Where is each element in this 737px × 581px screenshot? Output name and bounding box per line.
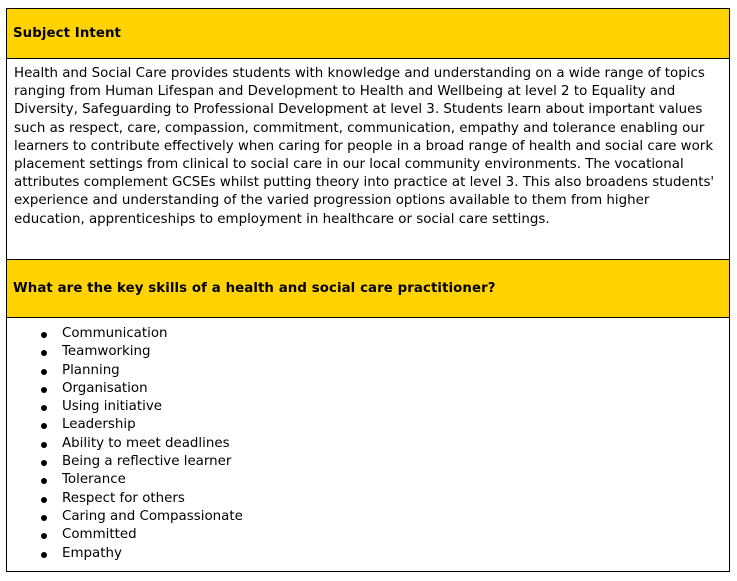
list-item: Committed [37, 526, 729, 544]
list-item: Organisation [37, 380, 729, 398]
list-item: Caring and Compassionate [37, 508, 729, 526]
subject-intent-table [6, 8, 730, 572]
skills-heading: What are the key skills of a health and social care practitioner? [13, 281, 496, 296]
list-item: Using initiative [37, 398, 729, 416]
list-item: Planning [37, 362, 729, 380]
list-item: Respect for others [37, 490, 729, 508]
list-item: Being a reflective learner [37, 453, 729, 471]
skills-list-row [7, 318, 729, 571]
list-item: Communication [37, 325, 729, 343]
list-item: Leadership [37, 416, 729, 434]
list-item: Ability to meet deadlines [37, 435, 729, 453]
subject-intent-header [7, 9, 729, 59]
list-item: Empathy [37, 545, 729, 563]
skills-list [7, 325, 729, 563]
list-item: Teamworking [37, 343, 729, 361]
skills-header [7, 260, 729, 318]
list-item: Tolerance [37, 471, 729, 489]
subject-intent-body: Health and Social Care provides students with knowledge and understanding on a wide range of topics ranging from Human Lifespan and Development to Health and Wellbeing at level 2 to Equality and Diversity, Safeguarding to Professional Development at level 3. Students learn about important values such as respect, care, compassion, commitment, communication, empathy and tolerance enabling our learners to contribute effectively when caring for people in a broad range of health and social care work placement settings from clinical to social care in our local community environments. The vocational attributes complement GCSEs whilst putting theory into practice at level 3. This also broadens students' experience and understanding of the varied progression options available to them from higher education, apprenticeships to employment in healthcare or social care settings. [7, 59, 729, 260]
subject-intent-heading: Subject Intent [13, 26, 122, 41]
